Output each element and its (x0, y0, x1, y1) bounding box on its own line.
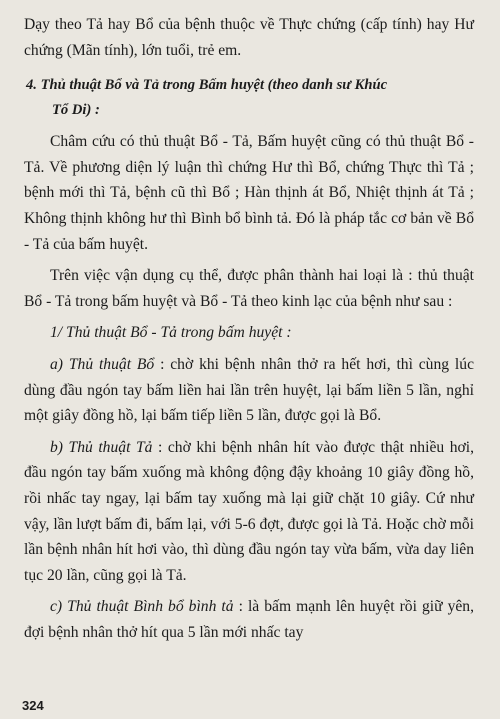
paragraph-2: Trên việc vận dụng cụ thể, được phân thành hai loại là : thủ thuật Bổ - Tả trong bấm huyệt và Bổ - Tả theo kinh lạc của bệnh như sau : (24, 267, 474, 310)
paragraph-bo (24, 352, 474, 429)
page-number: 324 (22, 698, 44, 713)
subsection-title: 1/ Thủ thuật Bổ - Tả trong bấm huyệt : (50, 324, 292, 342)
paragraph-ta (24, 435, 474, 589)
term-binh: c) Thủ thuật Bình bổ bình tả (50, 598, 234, 616)
section-heading (24, 73, 474, 123)
paragraph-binh (24, 594, 474, 645)
paragraph-1: Châm cứu có thủ thuật Bổ - Tả, Bấm huyệt cũng có thủ thuật Bổ - Tả. Về phương diện lý luận thì chứng Hư thì Bổ, chứng Thực thì Tả ; bệnh mới thì Tả, bệnh cũ thì Bổ ; Hàn thịnh át Bổ, Nhiệt thịnh át Tả ; Không thịnh không hư thì Bình bổ bình tả. Đó là pháp tắc cơ bản về Bổ - Tả của bấm huyệt. (24, 133, 474, 253)
body-binh: : là bấm mạnh lên huyệt rồi giữ yên, đợi bệnh nhân thở hít qua 5 lần mới nhấc tay (24, 598, 474, 641)
intro-paragraph: Dạy theo Tả hay Bổ của bệnh thuộc về Thực chứng (cấp tính) hay Hư chứng (Mãn tính), lớn tuổi, trẻ em. (24, 16, 474, 59)
section-heading-line-2: Tổ Di) : (52, 102, 100, 119)
term-bo: a) Thủ thuật Bổ (50, 355, 155, 373)
term-ta: b) Thủ thuật Tả (50, 438, 153, 456)
body-ta: : chờ khi bệnh nhân hít vào được thật nhiều hơi, đầu ngón tay bấm xuống mà không động đậy khoảng 10 giây đồng hồ, rồi nhấc tay ngay, lại bấm tay xuống mà lại giữ chặt 10 giây. Cứ như vậy, lần lượt bấm đi, bấm lại, với 5-6 đợt, được gọi là Tả. Hoặc chờ mỗi lần bệnh nhân hít hơi vào, thì dùng đầu ngón tay vừa bấm, vừa day liên tục 20 lần, cũng gọi là Tả. (24, 438, 474, 584)
body-bo: : chờ khi bệnh nhân thở ra hết hơi, thì cùng lúc dùng đầu ngón tay bấm liền hai lần trên huyệt, lại bấm liền 5 lần, nghỉ một giây đồng hồ, lại bấm tiếp liền 5 lần, được gọi là Bổ. (24, 355, 474, 425)
section-heading-line-1: 4. Thủ thuật Bổ và Tả trong Bấm huyệt (theo danh sư Khúc (26, 77, 388, 94)
